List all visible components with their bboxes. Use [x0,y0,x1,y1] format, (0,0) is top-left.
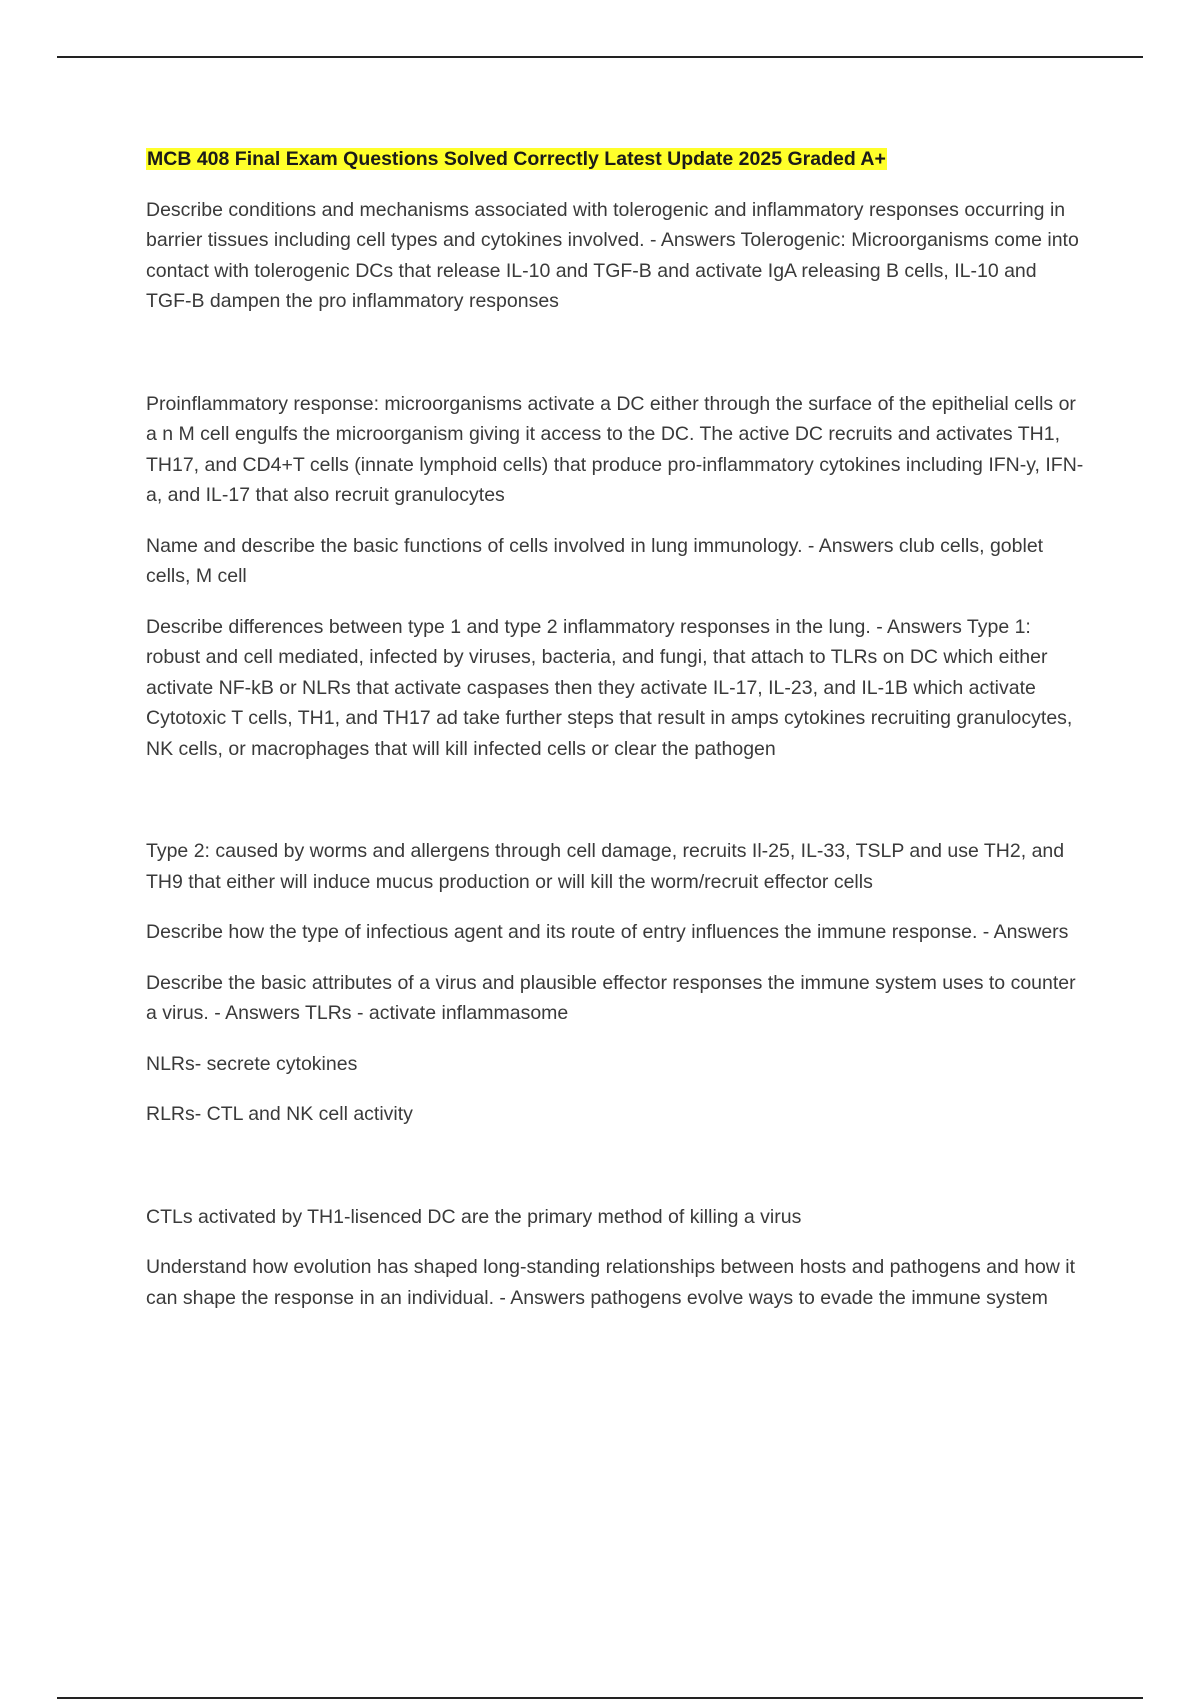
top-rule [57,56,1143,58]
answer-line-rlrs: RLRs- CTL and NK cell activity [146,1103,413,1125]
answer-paragraph-type2: Type 2: caused by worms and allergens through cell damage, recruits Il-25, IL-33, TSLP and use TH2, and TH9 that either will induce mucus production or will kill the worm/recruit effector cells [146,840,1065,893]
question-evolution: Understand how evolution has shaped long-standing relationships between hosts and pathogens and how it can shape the response in an individual. - Answers pathogens evolve ways to evade the immune system [146,1256,1076,1309]
document-title [146,144,1086,175]
question-type1-type2: Describe differences between type 1 and type 2 inflammatory responses in the lung. - Answers Type 1: robust and cell mediated, infected by viruses, bacteria, and fungi, that attach to TLRs on DC which either activate NF-kB or NLRs that activate caspases then they activate IL-17, IL-23, and IL-1B which activate Cytotoxic T cells, TH1, and TH17 ad take further steps that result in amps cytokines recruiting granulocytes, NK cells, or macrophages that will kill infected cells or clear the pathogen [146,615,1073,760]
document-body [146,144,1086,1333]
question-infectious-agent: Describe how the type of infectious agent and its route of entry influences the immune response. - Answers [146,921,1069,943]
answer-paragraph-proinflammatory: Proinflammatory response: microorganisms activate a DC either through the surface of the epithelial cells or a n M cell engulfs the microorganism giving it access to the DC. The active DC recruits and activates TH1, TH17, and CD4+T cells (innate lymphoid cells) that produce pro-inflammatory cytokines including IFN-y, IFN-a, and IL-17 that also recruit granulocytes [146,392,1084,506]
answer-line-ctls: CTLs activated by TH1-lisenced DC are the primary method of killing a virus [146,1205,802,1228]
title-highlight: MCB 408 Final Exam Questions Solved Correctly Latest Update 2025 Graded A+ [147,148,886,170]
answer-line-nlrs: NLRs- secrete cytokines [146,1052,358,1075]
answer-paragraph-tolerogenic: Describe conditions and mechanisms associated with tolerogenic and inflammatory responses occurring in barrier tissues including cell types and cytokines involved. - Answers Tolerogenic: Microorganisms come into contact with tolerogenic DCs that release IL-10 and TGF-B and activate IgA releasing B cells, IL-10 and TGF-B dampen the pro inflammatory responses [146,198,1079,312]
question-lung-cells: Name and describe the basic functions of cells involved in lung immunology. - Answers club cells, goblet cells, M cell [146,534,1044,587]
question-virus-attributes: Describe the basic attributes of a virus and plausible effector responses the immune system uses to counter a virus. - Answers TLRs - activate inflammasome [146,971,1076,1024]
bottom-rule [57,1697,1143,1699]
